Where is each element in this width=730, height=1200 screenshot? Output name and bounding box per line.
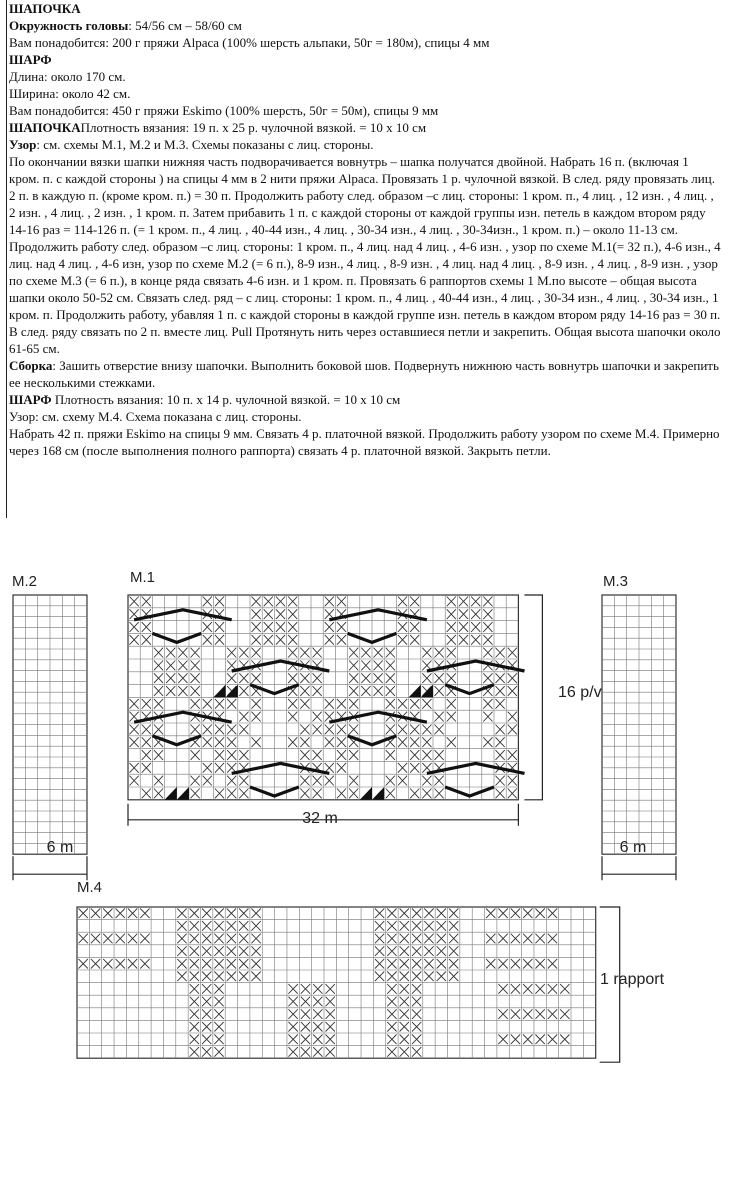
hat-materials: Вам понадобится: 200 г пряжи Alpaca (100% шерсть альпаки, 50г = 180м), спицы 4 мм bbox=[9, 35, 490, 50]
assembly-label: Сборка bbox=[9, 358, 53, 373]
chart-m1-grid bbox=[128, 595, 518, 800]
hat-section-title: ШАПОЧКА bbox=[9, 120, 81, 135]
chart-m1 bbox=[128, 569, 542, 826]
chart-m2-width-label: 6 m bbox=[46, 839, 74, 856]
assembly-text: : Зашить отверстие внизу шапочки. Выполнить боковой шов. Подвернуть нижнюю часть вовнутрь шапочки и закрепить ее несколькими стежками. bbox=[9, 358, 719, 390]
scarf-section-title: ШАРФ bbox=[9, 392, 52, 407]
chart-m2-label: M.2 bbox=[12, 573, 38, 590]
scarf-gauge: Плотность вязания: 10 п. х 14 р. чулочной вязкой. = 10 х 10 см bbox=[51, 392, 401, 407]
chart-m1-height-bracket bbox=[524, 595, 542, 800]
scarf-instructions: Набрать 42 п. пряжи Eskimo на спицы 9 мм. Связать 4 р. платочной вязкой. Продолжить работу узором по схеме М.4. Примерно через 168 см (после выполнения полного раппорта) связать 4 р. платочной вязкой. Закрыть петли. bbox=[9, 426, 720, 458]
hat-gauge: Плотность вязания: 19 п. х 25 р. чулочной вязкой. = 10 х 10 см bbox=[80, 120, 427, 135]
chart-m1-height-label: 16 p/v bbox=[558, 684, 602, 701]
pattern-document bbox=[9, 0, 721, 459]
chart-m3-width-label: 6 m bbox=[619, 839, 647, 856]
chart-m2-width-bracket bbox=[13, 856, 87, 880]
scarf-width: Ширина: около 42 см. bbox=[9, 86, 131, 101]
chart-m4-height-label: 1 rapport bbox=[600, 971, 665, 988]
hat-pattern-text: : см. схемы М.1, М.2 и М.3. Схемы показаны с лиц. стороны. bbox=[36, 137, 374, 152]
chart-m4-label: M.4 bbox=[77, 879, 103, 896]
chart-m2-grid bbox=[13, 595, 87, 854]
hat-pattern-label: Узор bbox=[9, 137, 37, 152]
left-margin-rule bbox=[6, 0, 7, 518]
chart-m3-label: M.3 bbox=[603, 573, 629, 590]
knitting-charts bbox=[0, 540, 730, 1080]
scarf-materials: Вам понадобится: 450 г пряжи Eskimo (100% шерсть, 50г = 50м), спицы 9 мм bbox=[9, 103, 439, 118]
chart-m3-width-bracket bbox=[602, 856, 676, 880]
chart-m1-label: M.1 bbox=[130, 569, 156, 586]
head-size-value: : 54/56 см – 58/60 см bbox=[128, 18, 242, 33]
chart-m3-grid bbox=[602, 595, 676, 854]
hat-instructions: По окончании вязки шапки нижняя часть подворачивается вовнутрь – шапка получатся двойной. Набрать 16 п. (включая 1 кром. п. с каждой стороны ) на спицы 4 мм в 2 нити пряжи Alpaca. Провязать 1 р. чулочной вязкой. В след. ряду провязать лиц. 2 п. в каждую п. (кроме кром. п.) = 30 п. Продолжить работу след. образом –с лиц. стороны: 1 кром. п., 4 лиц. , 12 изн. , 4 лиц. , 2 изн. , 4 лиц. , 2 изн. , 1 кром. п. Затем прибавить 1 п. с каждой стороны от каждой группы изн. петель в каждом втором ряду 14-16 раз = 114-126 п. (= 1 кром. п., 4 лиц. , 40-44 изн., 4 лиц. , 30-34 изн., 4 лиц. , 30-34изн., 1 кром. п.) – около 11-13 см. Продолжить работу след. образом –с лиц. стороны: 1 кром. п., 4 лиц. над 4 лиц. , 4-6 изн. , узор по схеме М.1(= 32 п.), 4-6 изн., 4 лиц. над 4 лиц. , 4-6 изн, узор по схеме М.2 (= 6 п.), 8-9 изн., 4 лиц. , 8-9 изн. , 4 лиц. над 4 лиц. , 8-9 изн. , 4 лиц. , 8-9 изн. , узор по схеме М.3 (= 6 п.), в конце ряда связать 4-6 изн. и 1 кром. п. Провязать 6 раппортов схемы 1 М.по высоте – общая высота шапки около 50-52 см. Связать след. ряд – с лиц. стороны: 1 кром. п., 4 лиц. , 40-44 изн., 4 лиц. , 30-34 изн., 4 лиц. , 30-34 изн., 1 кром. п. Продолжить работу, убавляя 1 п. с каждой стороны в каждой группе изн. петель в каждом втором ряду 14-16 раз = 30 п. В след. ряду связать по 2 п. вместе лиц. Pull Протянуть нить через оставшиеся петли и закрепить. Общая высота шапочки около 61-65 см. bbox=[9, 154, 721, 356]
scarf-title: ШАРФ bbox=[9, 52, 52, 67]
chart-m4 bbox=[77, 879, 620, 1062]
chart-m3 bbox=[602, 540, 676, 880]
chart-m4-grid bbox=[77, 907, 596, 1058]
head-size-label: Окружность головы bbox=[9, 18, 129, 33]
chart-m1-width-label: 32 m bbox=[302, 810, 338, 827]
scarf-length: Длина: около 170 см. bbox=[9, 69, 126, 84]
chart-m2 bbox=[12, 540, 87, 880]
scarf-pattern: Узор: см. схему М.4. Схема показана с лиц. стороны. bbox=[9, 409, 302, 424]
hat-title: ШАПОЧКА bbox=[9, 1, 81, 16]
